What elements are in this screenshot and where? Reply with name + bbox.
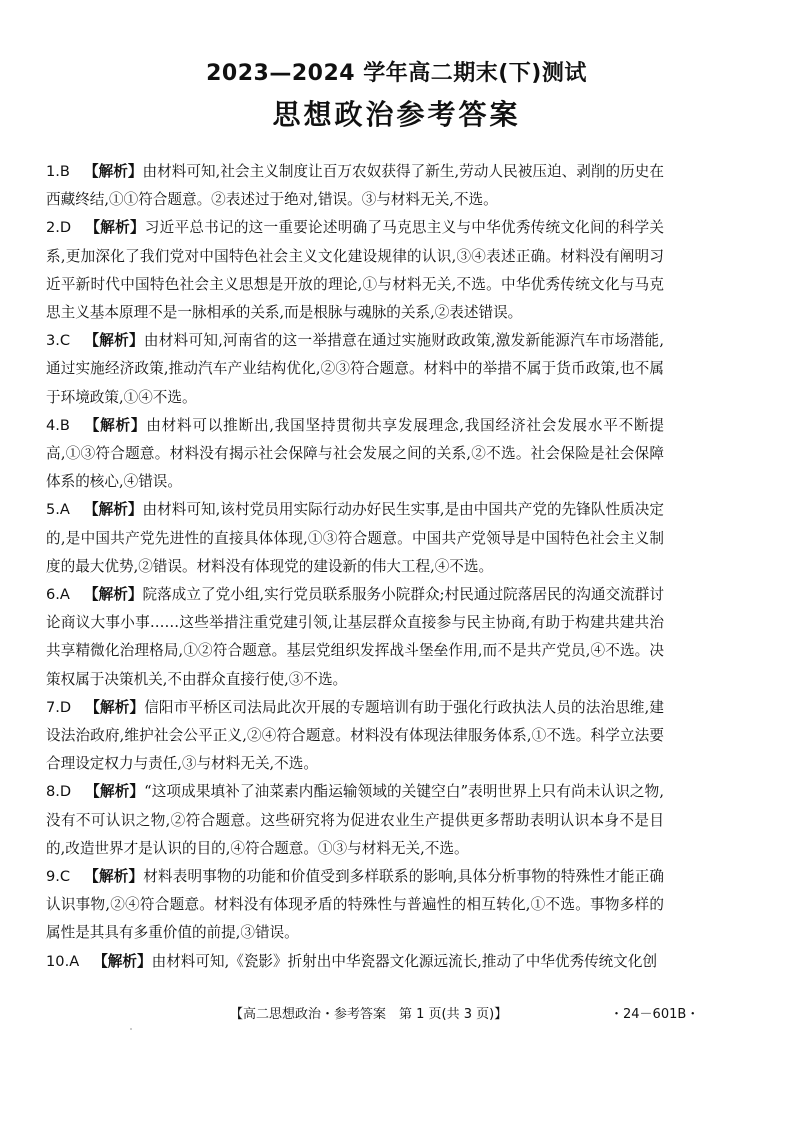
analysis-text: 由材料可知,河南省的这一举措意在通过实施财政政策,激发新能源汽车市场潜能,通过实施经济政策,推动汽车产业结构优化,②③符合题意。材料中的举措不属于货币政策,也不属于环境政策,①④不选。 [46, 332, 664, 406]
analysis-tag: 【解析】 [85, 698, 145, 716]
page-title: 2023—2024 学年高二期末(下)测试 [206, 61, 587, 86]
analysis-tag: 【解析】 [83, 586, 143, 604]
analysis-text: “这项成果填补了油菜素内酯运输领域的关键空白”表明世界上只有尚未认识之物,没有不可认识之物,②符合题意。这些研究将为促进农业生产提供更多帮助表明认识本身不是目的,改造世界才是认识的目的,④符合题意。①③与材料无关,不选。 [46, 783, 664, 857]
answer-number: 10.A [46, 952, 80, 970]
analysis-text: 材料表明事物的功能和价值受到多样联系的影响,具体分析事物的特殊性才能正确认识事物,②④符合题意。材料没有体现矛盾的特殊性与普遍性的相互转化,①不选。事物多样的属性是其具有多重价值的前提,③错误。 [46, 868, 664, 942]
answer-number: 6.A [46, 586, 70, 604]
answer-number: 8.D [46, 783, 72, 801]
answer-list [46, 158, 664, 976]
analysis-tag: 【解析】 [84, 868, 144, 886]
analysis-tag: 【解析】 [85, 219, 145, 237]
analysis-text: 院落成立了党小组,实行党员联系服务小院群众;村民通过院落居民的沟通交流群讨论商议大事小事……这些举措注重党建引领,让基层群众直接参与民主协商,有助于构建共建共治共享精微化治理格局,①②符合题意。基层党组织发挥战斗堡垒作用,而不是共产党员,④不选。决策权属于决策机关,不由群众直接行使,③不选。 [46, 586, 664, 688]
answer-number: 4.B [46, 416, 70, 434]
answer-item [46, 412, 664, 497]
answer-item [46, 496, 664, 581]
analysis-text: 由材料可知,《瓷影》折射出中华瓷器文化源远流长,推动了中华优秀传统文化创 [151, 952, 658, 970]
answer-number: 2.D [46, 219, 72, 237]
footer-code: ・24－601B・ [610, 1007, 700, 1022]
analysis-text: 由材料可以推断出,我国坚持贯彻共享发展理念,我国经济社会发展水平不断提高,①③符合题意。材料没有揭示社会保障与社会发展之间的关系,②不选。社会保险是社会保障体系的核心,④错误。 [46, 416, 664, 491]
answer-number: 7.D [46, 698, 72, 716]
answer-item [46, 694, 664, 779]
analysis-text: 信阳市平桥区司法局此次开展的专题培训有助于强化行政执法人员的法治思维,建设法治政府,维护社会公平正义,②④符合题意。材料没有体现法律服务体系,①不选。科学立法要合理设定权力与责任,③与材料无关,不选。 [46, 698, 664, 773]
footer-page-info: 【高二思想政治・参考答案 第 1 页(共 3 页)】 [230, 1007, 508, 1022]
analysis-text: 由材料可知,社会主义制度让百万农奴获得了新生,劳动人民被压迫、剥削的历史在西藏终结,①①符合题意。②表述过于绝对,错误。③与材料无关,不选。 [46, 163, 664, 209]
answer-item [46, 214, 664, 327]
analysis-tag: 【解析】 [84, 332, 144, 350]
analysis-tag: 【解析】 [83, 163, 143, 180]
scan-speck [130, 1028, 132, 1030]
answer-item [46, 327, 664, 412]
answer-number: 5.A [46, 501, 70, 519]
analysis-tag: 【解析】 [93, 952, 152, 970]
analysis-tag: 【解析】 [85, 783, 145, 801]
answer-item [46, 948, 664, 976]
answer-item [46, 581, 664, 694]
answer-number: 3.C [46, 332, 71, 350]
answer-number: 9.C [46, 868, 71, 886]
analysis-tag: 【解析】 [83, 501, 143, 519]
analysis-text: 由材料可知,该村党员用实际行动办好民生实事,是由中国共产党的先锋队性质决定的,是中国共产党先进性的直接具体体现,①③符合题意。中国共产党领导是中国特色社会主义制度的最大优势,②错误。材料没有体现党的建设新的伟大工程,④不选。 [46, 501, 664, 575]
answer-item [46, 778, 664, 863]
analysis-tag: 【解析】 [83, 416, 147, 434]
analysis-text: 习近平总书记的这一重要论述明确了马克思主义与中华优秀传统文化间的科学关系,更加深化了我们党对中国特色社会主义文化建设规律的认识,③④表述正确。材料没有阐明习近平新时代中国特色社会主义思想是开放的理论,①与材料无关,不选。中华优秀传统文化与马克思主义基本原理不是一脉相承的关系,而是根脉与魂脉的关系,②表述错误。 [46, 219, 664, 322]
page-subtitle: 思想政治参考答案 [272, 98, 521, 131]
answer-item [46, 863, 664, 948]
page-footer [0, 1003, 793, 1023]
answer-item [46, 158, 664, 214]
answer-number: 1.B [46, 163, 70, 180]
